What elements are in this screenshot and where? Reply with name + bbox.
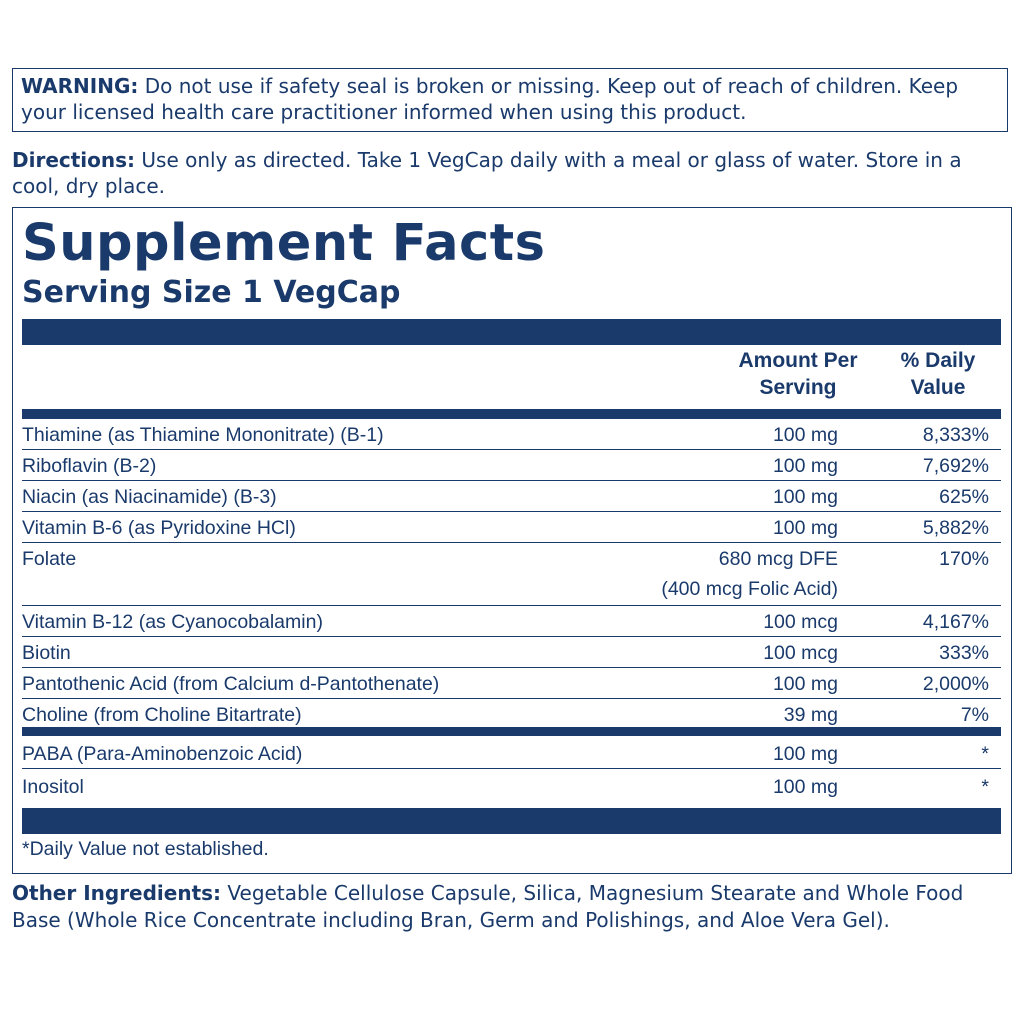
nutrient-amount: 100 mg xyxy=(772,673,838,695)
nutrient-amount-dfe: 680 mcg DFE xyxy=(718,548,838,570)
facts-title: Supplement Facts xyxy=(22,214,546,273)
medium-divider-bottom xyxy=(22,727,1001,736)
nutrient-daily-value: 4,167% xyxy=(922,611,989,633)
nutrient-amount: 100 mg xyxy=(772,424,838,446)
other-ingredients xyxy=(12,880,1012,934)
column-header-dv-line1: % Daily xyxy=(900,349,976,372)
nutrient-amount: 39 mg xyxy=(783,704,838,726)
nutrient-name: Riboflavin (B-2) xyxy=(22,455,157,477)
nutrient-name: Pantothenic Acid (from Calcium d-Pantothenate) xyxy=(22,673,440,695)
other-ingredients-label: Other Ingredients: xyxy=(12,881,222,905)
warning-text: Do not use if safety seal is broken or missing. Keep out of reach of children. Keep your licensed health care practitioner informed when using this product. xyxy=(21,74,959,124)
nutrient-amount: 100 mg xyxy=(772,517,838,539)
table-row xyxy=(22,543,1001,606)
supplement-facts-panel xyxy=(12,207,1012,874)
column-header-amount xyxy=(733,347,863,401)
warning-label: WARNING: xyxy=(21,74,139,98)
nutrient-name: Vitamin B-12 (as Cyanocobalamin) xyxy=(22,611,323,633)
nutrient-name: Choline (from Choline Bitartrate) xyxy=(22,704,302,726)
nutrient-daily-value: 170% xyxy=(939,548,989,570)
column-header-amount-line1: Amount Per xyxy=(738,349,858,372)
other-ingredients-text: Vegetable Cellulose Capsule, Silica, Magnesium Stearate and Whole Food Base (Whole Rice Concentrate including Bran, Germ and Polishings, and Aloe Vera Gel). xyxy=(12,881,964,932)
directions-text: Use only as directed. Take 1 VegCap daily with a meal or glass of water. Store in a cool, dry place. xyxy=(12,148,962,198)
nutrient-daily-value: 7,692% xyxy=(922,455,989,477)
table-row xyxy=(22,606,1001,637)
table-row xyxy=(22,668,1001,699)
nutrient-rows xyxy=(22,419,1001,803)
table-row xyxy=(22,769,1001,803)
table-row xyxy=(22,699,1001,727)
nutrient-daily-value: * xyxy=(981,776,989,798)
thick-divider-bottom xyxy=(22,808,1001,834)
nutrient-name: Biotin xyxy=(22,642,71,664)
nutrient-name: PABA (Para-Aminobenzoic Acid) xyxy=(22,743,303,765)
nutrient-name: Vitamin B-6 (as Pyridoxine HCl) xyxy=(22,517,296,539)
nutrient-daily-value: * xyxy=(981,743,989,765)
directions xyxy=(12,147,1012,199)
nutrient-name: Niacin (as Niacinamide) (B-3) xyxy=(22,486,277,508)
table-row xyxy=(22,419,1001,450)
directions-label: Directions: xyxy=(12,148,136,172)
thick-divider-top xyxy=(22,319,1001,345)
nutrient-amount: 100 mcg xyxy=(763,611,838,633)
column-header-amount-line2: Serving xyxy=(759,376,837,399)
nutrient-amount-folic-acid: (400 mcg Folic Acid) xyxy=(661,578,838,600)
table-row xyxy=(22,481,1001,512)
column-header-dv-line2: Value xyxy=(910,376,966,399)
nutrient-daily-value: 7% xyxy=(960,704,989,726)
nutrient-amount: 100 mcg xyxy=(763,642,838,664)
column-header-daily-value xyxy=(883,347,993,401)
table-row xyxy=(22,512,1001,543)
nutrient-daily-value: 8,333% xyxy=(922,424,989,446)
nutrient-daily-value: 5,882% xyxy=(922,517,989,539)
serving-size: Serving Size 1 VegCap xyxy=(22,275,401,310)
nutrient-daily-value: 625% xyxy=(939,486,989,508)
nutrient-amount xyxy=(661,544,838,604)
nutrient-amount: 100 mg xyxy=(772,776,838,798)
nutrient-amount: 100 mg xyxy=(772,486,838,508)
nutrient-daily-value: 2,000% xyxy=(922,673,989,695)
nutrient-name: Folate xyxy=(22,548,77,570)
table-row xyxy=(22,736,1001,769)
table-row xyxy=(22,637,1001,668)
nutrient-amount: 100 mg xyxy=(772,455,838,477)
table-row xyxy=(22,450,1001,481)
nutrient-amount: 100 mg xyxy=(772,743,838,765)
medium-divider xyxy=(22,409,1001,419)
nutrient-daily-value: 333% xyxy=(939,642,989,664)
warning-box xyxy=(12,68,1008,132)
nutrient-name: Inositol xyxy=(22,776,84,798)
nutrient-name: Thiamine (as Thiamine Mononitrate) (B-1) xyxy=(22,424,384,446)
footnote: *Daily Value not established. xyxy=(22,838,269,860)
